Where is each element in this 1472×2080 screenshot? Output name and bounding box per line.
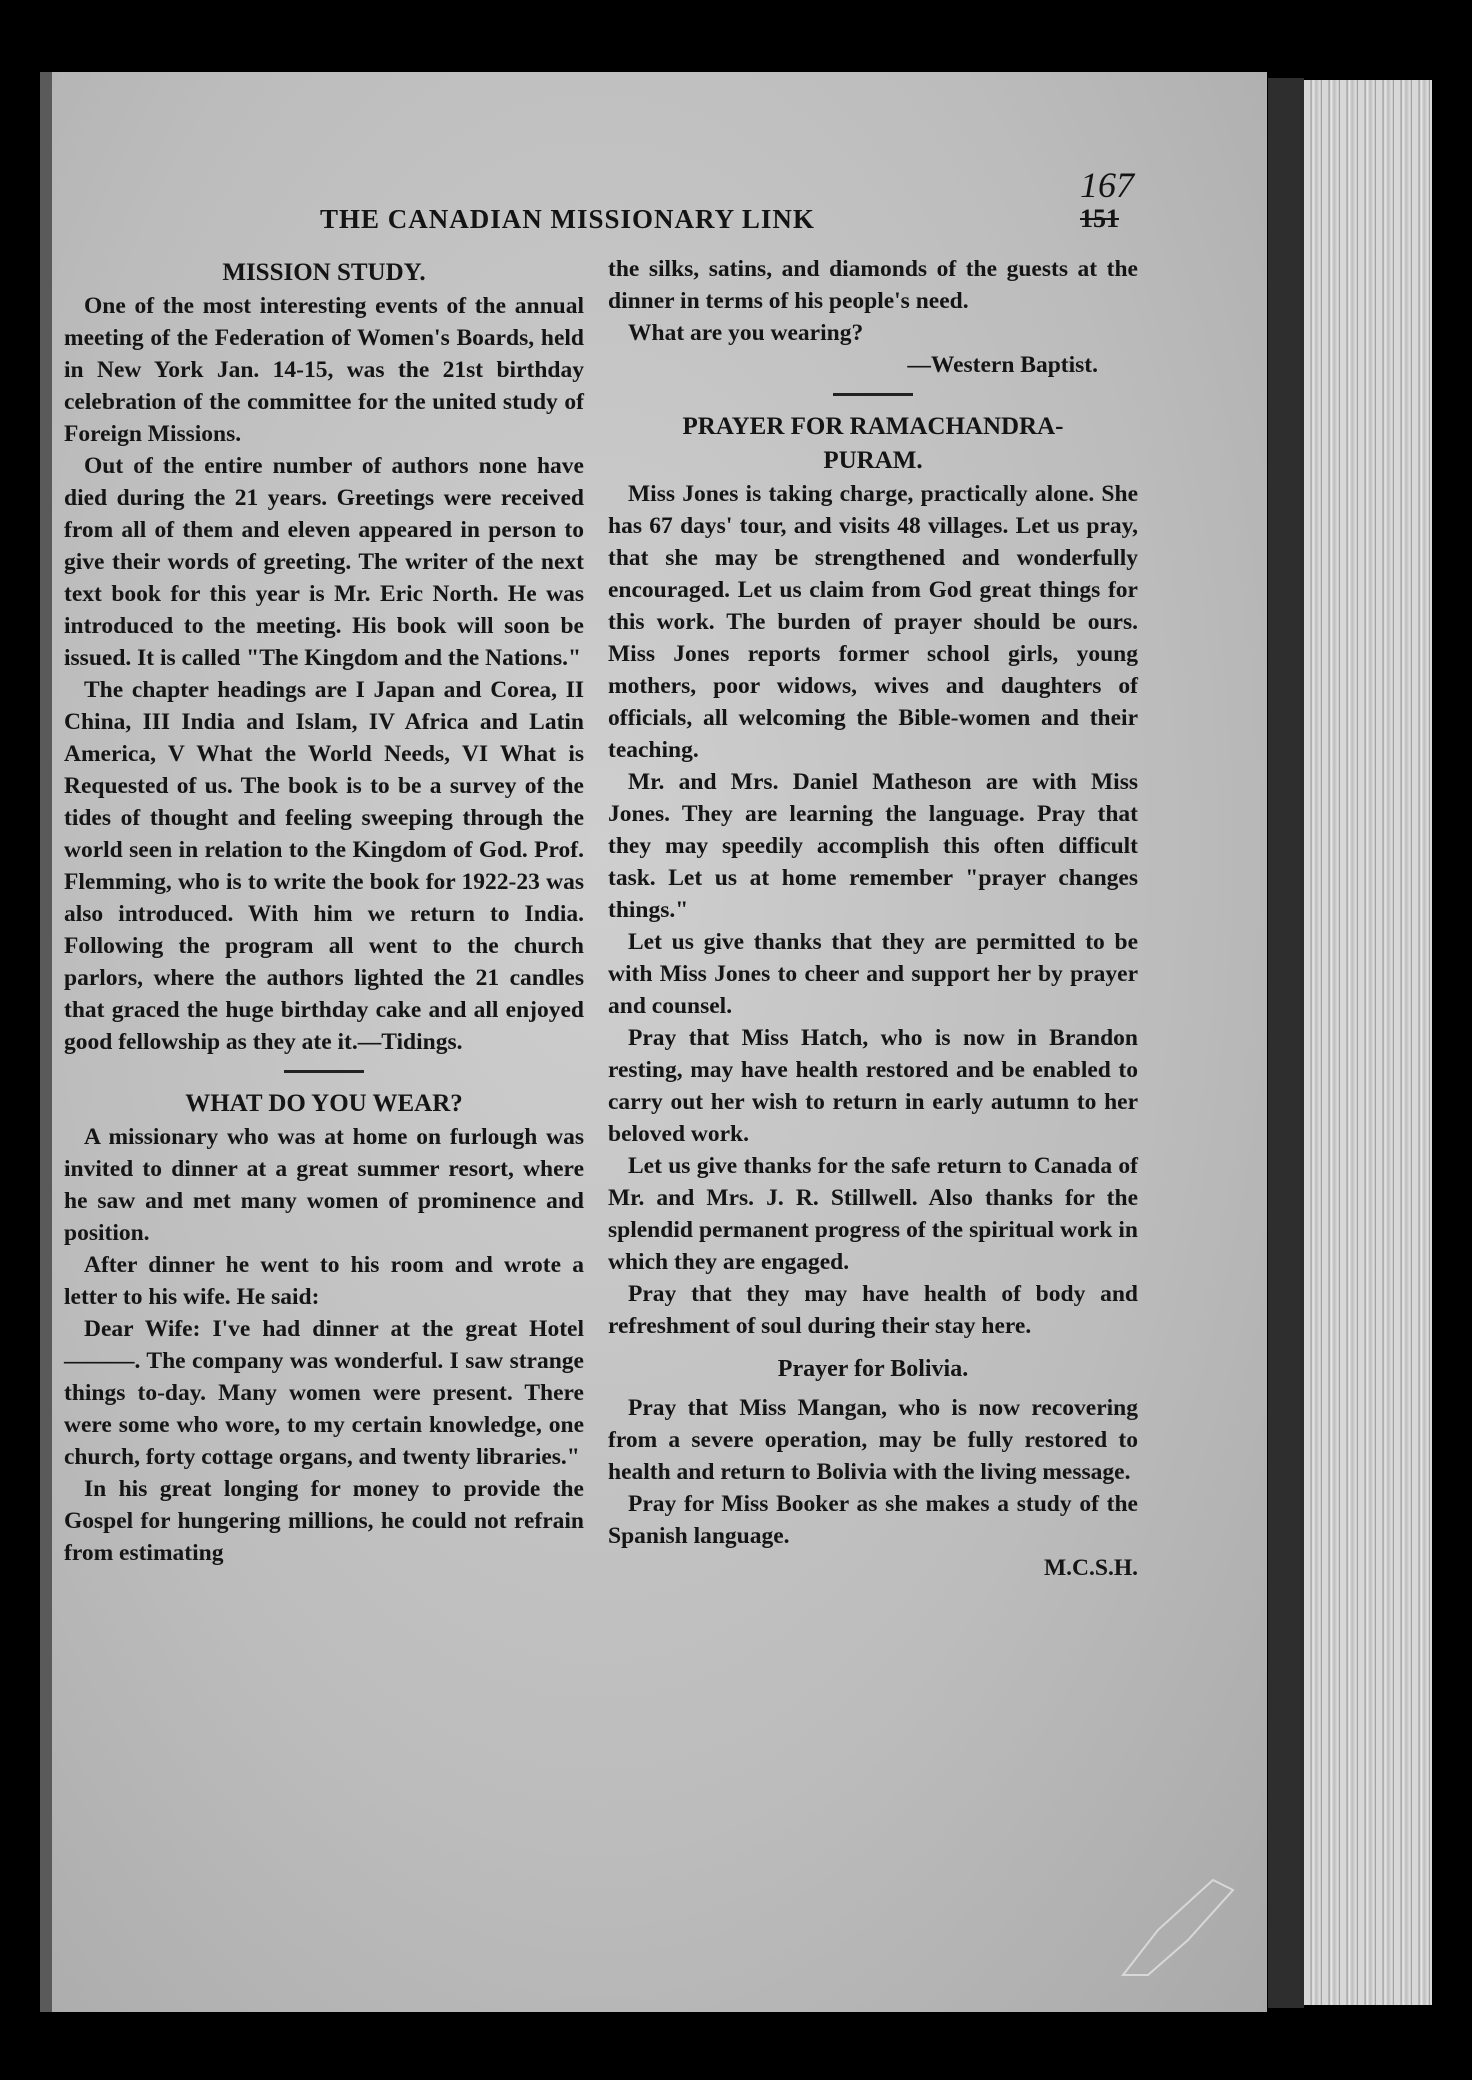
section-divider (833, 393, 913, 396)
mission-study-paragraph: The chapter headings are I Japan and Corea, II China, III India and Islam, IV Africa and Latin America, V What the World Needs, VI What is Requested of us. The book is to be a survey of the tides of thought and feeling sweeping through the world seen in relation to the Kingdom of God. Prof. Flemming, who is to write the book for 1922-23 was also introduced. With him we return to India. Following the program all went to the church parlors, where the authors lighted the 21 candles that graced the huge birthday cake and all enjoyed good fellowship as they ate it.—Tidings. (64, 677, 584, 1055)
running-head: THE CANADIAN MISSIONARY LINK (320, 204, 815, 234)
wear-continued: the silks, satins, and diamonds of the guests at the dinner in terms of his people's need. (608, 256, 1138, 314)
prayer-paragraph: Mr. and Mrs. Daniel Matheson are with Miss Jones. They are learning the language. Pray that they may speedily accomplish this often difficult task. Let us at home remember "prayer changes things." (608, 769, 1138, 923)
wear-question: What are you wearing? (628, 320, 864, 346)
wear-paragraph: In his great longing for money to provide the Gospel for hungering millions, he could not refrain from estimating (64, 1476, 584, 1566)
page-edges (1304, 80, 1432, 2005)
handwritten-page-number: 167 (1080, 165, 1134, 205)
wear-paragraph: Dear Wife: I've had dinner at the great Hotel ———. The company was wonderful. I saw strange things to-day. Many women were present. There were some who wore, to my certain knowledge, one church, forty cottage organs, and twenty libraries." (64, 1316, 584, 1470)
mission-study-heading: MISSION STUDY. (222, 259, 426, 286)
mission-study-paragraph: Out of the entire number of authors none have died during the 21 years. Greetings were received from all of them and eleven appeared in person to give their words of greeting. The writer of the next text book for this year is Mr. Eric North. He was introduced to the meeting. His book will soon be issued. It is called "The Kingdom and the Nations." (64, 453, 584, 671)
bolivia-paragraph: Pray that Miss Mangan, who is now recovering from a severe operation, may be fully restored to health and return to Bolivia with the living message. (608, 1395, 1138, 1485)
book-binding (1268, 78, 1304, 2008)
right-column (608, 253, 1138, 1584)
wear-paragraph: After dinner he went to his room and wrote a letter to his wife. He said: (64, 1252, 584, 1310)
prayer-paragraph: Let us give thanks for the safe return to Canada of Mr. and Mrs. J. R. Stillwell. Also thanks for the splendid permanent progress of the spiritual work in which they are engaged. (608, 1153, 1138, 1275)
left-column (64, 256, 584, 1569)
bolivia-heading: Prayer for Bolivia. (777, 1356, 969, 1382)
signature: M.C.S.H. (1044, 1555, 1138, 1581)
prayer-heading-line1: PRAYER FOR RAMACHANDRA- (682, 413, 1064, 440)
prayer-heading (608, 410, 1138, 478)
mission-study-paragraph: One of the most interesting events of the annual meeting of the Federation of Women's Boards, held in New York Jan. 14-15, was the 21st birthday celebration of the committee for the united study of Foreign Missions. (64, 293, 584, 447)
bolivia-paragraph: Pray for Miss Booker as she makes a study of the Spanish language. (608, 1491, 1138, 1549)
wear-paragraph: A missionary who was at home on furlough was invited to dinner at a great summer resort, where he saw and met many women of prominence and position. (64, 1124, 584, 1246)
prayer-paragraph: Pray that Miss Hatch, who is now in Brandon resting, may have health restored and be enabled to carry out her wish to return in early autumn to her beloved work. (608, 1025, 1138, 1147)
page-tear-mark (1118, 1870, 1238, 1980)
prayer-paragraph: Pray that they may have health of body and refreshment of soul during their stay here. (608, 1281, 1138, 1339)
prayer-paragraph: Miss Jones is taking charge, practically alone. She has 67 days' tour, and visits 48 villages. Let us pray, that she may be strengthened and wonderfully encouraged. Let us claim from God great things for this work. The burden of prayer should be ours. Miss Jones reports former school girls, young mothers, poor widows, wives and daughters of officials, all welcoming the Bible-women and their teaching. (608, 481, 1138, 763)
prayer-paragraph: Let us give thanks that they are permitted to be with Miss Jones to cheer and support her by prayer and counsel. (608, 929, 1138, 1019)
prayer-heading-line2: PURAM. (823, 447, 923, 474)
printed-page-number: 151 (1080, 204, 1119, 233)
wear-source: —Western Baptist. (907, 352, 1098, 378)
wear-heading: WHAT DO YOU WEAR? (185, 1090, 463, 1117)
section-divider (284, 1070, 364, 1073)
